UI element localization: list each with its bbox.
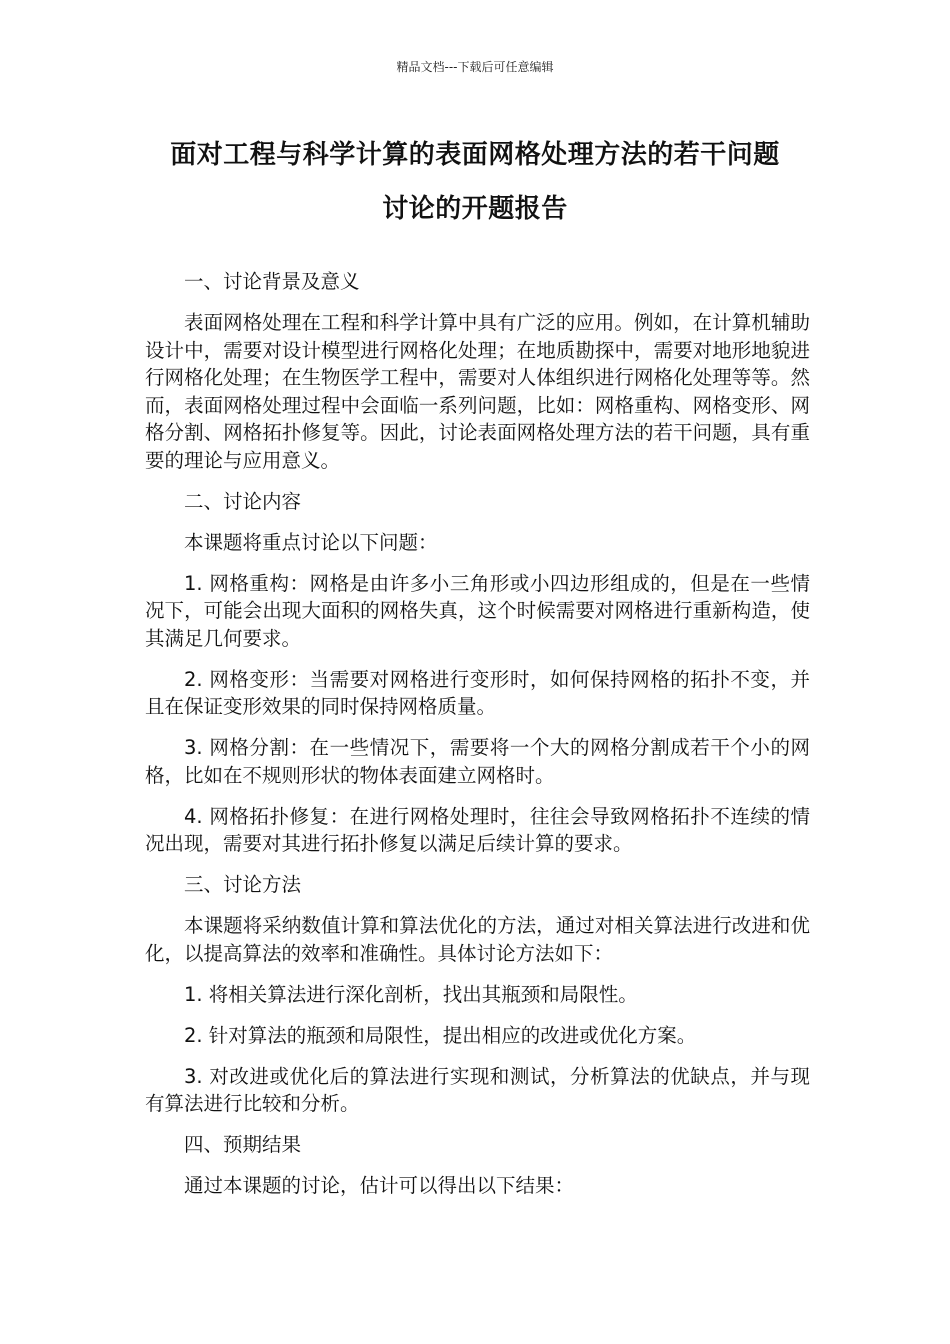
- list-item: 3. 对改进或优化后的算法进行实现和测试，分析算法的优缺点，并与现有算法进行比较和分析。: [145, 1064, 810, 1115]
- list-item: 3. 网格分割：在一些情况下，需要将一个大的网格分割成若干个小的网格，比如在不规则形状的物体表面建立网格时。: [145, 736, 810, 787]
- document-body: [145, 268, 810, 1213]
- paragraph: 通过本课题的讨论，估计可以得出以下结果：: [184, 1174, 575, 1197]
- list-item: 2. 针对算法的瓶颈和局限性，提出相应的改进或优化方案。: [184, 1023, 697, 1047]
- paragraph: 本课题将采纳数值计算和算法优化的方法，通过对相关算法进行改进和优化，以提高算法的效率和准确性。具体讨论方法如下：: [145, 914, 810, 965]
- title-line-1: 面对工程与科学计算的表面网格处理方法的若干问题: [170, 140, 780, 170]
- paragraph: 本课题将重点讨论以下问题：: [184, 530, 438, 554]
- list-item: 2. 网格变形：当需要对网格进行变形时，如何保持网格的拓扑不变，并且在保证变形效果的同时保持网格质量。: [145, 667, 810, 718]
- list-item: 4. 网格拓扑修复：在进行网格处理时，往往会导致网格拓扑不连续的情况出现，需要对其进行拓扑修复以满足后续计算的要求。: [145, 804, 810, 855]
- list-item: 1. 将相关算法进行深化剖析，找出其瓶颈和局限性。: [184, 982, 638, 1006]
- title-line-2: 讨论的开题报告: [382, 194, 568, 224]
- document-title: [120, 128, 830, 236]
- section-heading-background: 一、讨论背景及意义: [184, 270, 360, 293]
- list-item: 1. 网格重构：网格是由许多小三角形或小四边形组成的，但是在一些情况下，可能会出现大面积的网格失真，这个时候需要对网格进行重新构造，使其满足几何要求。: [145, 571, 810, 650]
- section-heading-method: 三、讨论方法: [184, 873, 302, 896]
- header-watermark: 精品文档---下载后可任意编辑: [396, 60, 554, 74]
- section-heading-expected-results: 四、预期结果: [184, 1133, 302, 1156]
- section-heading-content: 二、讨论内容: [184, 489, 302, 513]
- paragraph: 表面网格处理在工程和科学计算中具有广泛的应用。例如，在计算机辅助设计中，需要对设计模型进行网格化处理；在地质勘探中，需要对地形地貌进行网格化处理；在生物医学工程中，需要对人体组织进行网格化处理等等。然而，表面网格处理过程中会面临一系列问题，比如：网格重构、网格变形、网格分割、网格拓扑修复等。因此，讨论表面网格处理方法的若干问题，具有重要的理论与应用意义。: [145, 311, 810, 472]
